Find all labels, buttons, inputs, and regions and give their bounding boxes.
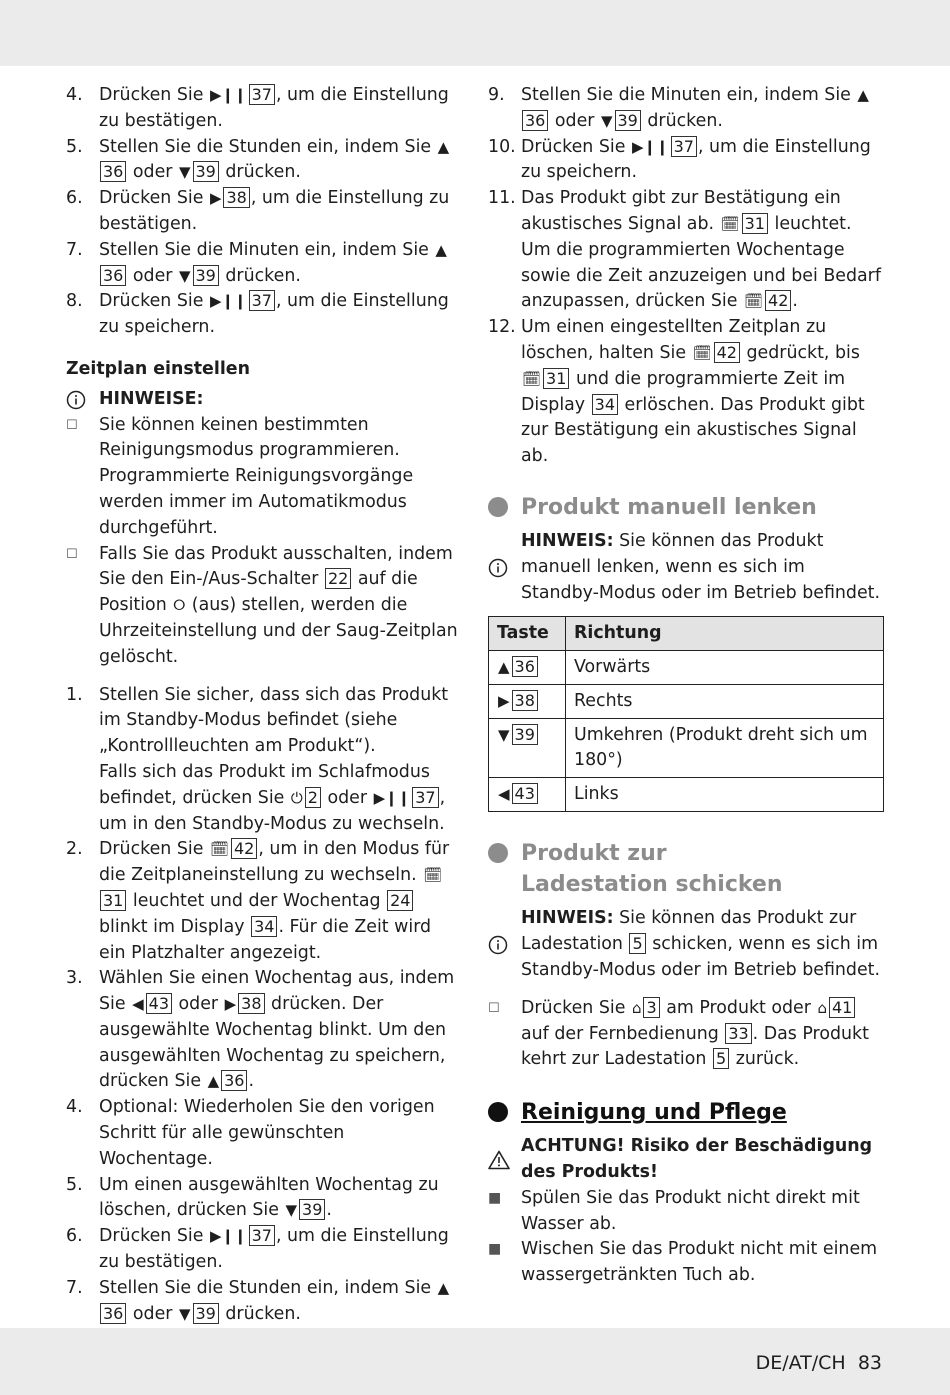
item-text: Drücken Sie 🗓 42 , um in den Modus für die Zeitplaneinstellung zu wechseln. 🗓31 leuchtet und der Wochentag 24 blinkt im Display 34 . Für die Zeit wird ein Platzhalter angezeigt. [99,839,450,963]
table-cell: Rechts [566,685,884,719]
item-text: Drücken Sie ▶❙❙ 37 , um die Einstellung zu speichern. [521,136,871,183]
item-text: Das Produkt gibt zur Bestätigung ein akustisches Signal ab. 🗓 31 leuchtet. Um die programmierten Wochentage sowie die Zeit anzuzeigen und bei Bedarf anzupassen, drücken Sie 🗓 42 . [521,186,884,315]
item-text: Spülen Sie das Produkt nicht direkt mit Wasser ab. [521,1187,860,1234]
checkbox-bullet-icon: ☐ [488,1000,500,1016]
ref-number: 39 [193,1303,219,1324]
section-title: Reinigung und Pflege [521,1100,787,1126]
note-text: HINWEIS: Sie können das Produkt zur Ladestation 5 schicken, wenn es sich im Standby-Modus oder im Betrieb befindet. [521,908,881,980]
right-arrow-icon: ▶ [209,189,222,208]
item-number: 8. [66,291,83,312]
table-header: Taste [489,617,566,651]
up-arrow-icon: ▲ [437,1278,450,1297]
list-item [66,1276,460,1328]
square-bullet-icon: ■ [488,1241,502,1258]
table-cell [489,719,566,778]
ref-number: 36 [100,265,126,286]
table-cell: Umkehren (Produkt dreht sich um 180°) [566,719,884,778]
item-number: 7. [66,1277,83,1298]
ref-number: 22 [325,568,351,589]
section-title: Produkt manuell lenken [521,494,817,520]
table-header-row [489,617,884,651]
ref-number: 36 [221,1070,247,1091]
table-cell: Links [566,778,884,812]
section-bullet-icon [488,497,508,517]
play-pause-icon: ▶❙❙ [373,788,411,807]
list-item [66,1224,460,1276]
schedule-icon: 🗓 [423,866,443,885]
left-arrow-icon: ◀ [132,995,144,1014]
notes-heading [66,387,460,413]
play-pause-icon: ▶❙❙ [209,1227,247,1246]
ref-number: 37 [249,1225,275,1246]
header-bar [0,0,950,66]
table-row [489,719,884,778]
item-text: Drücken Sie ▶❙❙ 37 , um die Einstellung zu bestätigen. [99,1226,449,1273]
ref-number: 36 [512,656,538,677]
item-number: 7. [66,239,83,260]
list-item [488,135,884,187]
ref-number: 5 [629,933,645,954]
item-text: Drücken Sie ▶ 38 , um die Einstellung zu bestätigen. [99,188,450,234]
item-number: 11. [488,188,516,209]
info-icon [488,529,521,606]
power-icon: ⏻ [290,788,303,807]
ref-number: 36 [100,161,126,182]
item-text: Stellen Sie die Stunden ein, indem Sie ▲36 oder ▼ 39 drücken. [99,1276,460,1328]
left-column [66,83,460,1379]
section-heading [488,838,884,900]
table-cell [489,778,566,812]
table-header: Richtung [566,617,884,651]
page-footer [756,1352,882,1374]
ref-number: 5 [713,1048,729,1069]
item-text: Wischen Sie das Produkt nicht mit einem wassergetränkten Tuch ab. [521,1239,878,1286]
ref-number: 43 [146,993,172,1014]
schedule-icon: 🗓 [720,214,740,233]
item-number: 4. [66,1097,83,1118]
up-arrow-icon: ▲ [207,1072,220,1091]
ref-number: 39 [299,1199,325,1220]
ref-number: 42 [714,342,740,363]
ref-number: 37 [249,84,275,105]
note-text: HINWEIS: Sie können das Produkt manuell lenken, wenn es sich im Standby-Modus oder im Betrieb befindet. [521,530,881,603]
section-heading [488,492,884,523]
ref-number: 36 [100,1303,126,1324]
item-text: Drücken Sie ▶❙❙ 37 , um die Einstellung zu bestätigen. [99,85,449,131]
section-bullet-icon [488,843,508,863]
home-signal-icon: ⌂ [817,998,827,1017]
schedule-icon: 🗓 [692,343,712,362]
schedule-icon: 🗓 [209,840,229,859]
warning-icon [488,1134,521,1186]
ref-number: 39 [193,265,219,286]
ref-number: 37 [671,136,697,157]
ref-number: 24 [387,890,413,911]
warning [488,1134,884,1186]
ref-number: 2 [305,787,321,808]
item-number: 9. [488,85,505,105]
list-item [488,83,884,135]
play-pause-icon: ▶❙❙ [209,86,247,104]
list-item [66,683,460,838]
schedule-icon: 🗓 [744,292,764,311]
list-item [66,837,460,966]
ref-number: 38 [238,993,264,1014]
ref-number: 42 [765,290,791,311]
section-heading [488,1097,884,1128]
section-title: Produkt zur Ladestation schicken [521,841,783,898]
note-text: Falls Sie das Produkt ausschalten, indem Sie den Ein-/Aus-Schalter 22 auf die Position ⭘ (aus) stellen, werden die Uhrzeiteinstellung und der Saug-Zeitplan gelöscht. [99,543,458,667]
item-text: Stellen Sie die Minuten ein, indem Sie ▲36 oder ▼ 39 drücken. [99,238,460,290]
ref-number: 38 [512,690,538,711]
item-text: Um einen eingestellten Zeitplan zu löschen, halten Sie 🗓 42 gedrückt, bis 🗓 31 und die programmierte Zeit im Display 34 erlöschen. Das Produkt gibt zur Bestätigung ein akustisches Signal ab. [521,317,865,467]
item-text: Optional: Wiederholen Sie den vorigen Schritt für alle gewünschten Wochentage. [99,1097,435,1169]
ref-number: 31 [100,890,126,911]
left-arrow-icon: ◀ [498,785,510,804]
table-cell: Vorwärts [566,651,884,685]
list-item [488,315,884,470]
item-text: Stellen Sie sicher, dass sich das Produkt im Standby-Modus befindet (siehe „Kontrollleuchten am Produkt“). Falls sich das Produkt im Schlafmodus befindet, drücken Sie ⏻ 2 oder ▶❙❙ 37 , um in den Standby-Modus zu wechseln. [99,684,449,834]
ref-number: 42 [231,838,257,859]
warning-text: ACHTUNG! Risiko der Beschädigung des Produkts! [521,1136,873,1182]
play-pause-icon: ▶❙❙ [631,137,669,156]
up-arrow-icon: ▲ [857,86,869,104]
table-row [489,685,884,719]
ref-number: 31 [742,213,768,234]
down-arrow-icon: ▼ [498,726,510,745]
item-number: 3. [66,968,83,989]
list-item [66,238,460,290]
ref-number: 39 [615,110,641,131]
info-icon [66,390,99,410]
note-item [66,413,460,542]
right-arrow-icon: ▶ [224,995,237,1014]
list-item [488,1237,884,1289]
section-bullet-icon [488,1102,508,1122]
ref-number: 43 [512,783,538,804]
note-item [66,542,460,671]
note-text: Sie können keinen bestimmten Reinigungsmodus programmieren. Programmierte Reinigungsvorgänge werden immer im Automatikmodus durchgeführt. [99,414,414,538]
ref-number: 31 [543,368,569,389]
list-item [66,83,460,135]
up-arrow-icon: ▲ [498,658,510,677]
item-number: 5. [66,136,83,157]
ref-number: 41 [829,997,855,1018]
off-circle-icon: ⭘ [173,596,186,615]
ref-number: 33 [725,1023,751,1044]
key-table [488,616,884,812]
item-number: 5. [66,1174,83,1195]
down-arrow-icon: ▼ [600,111,613,130]
note-item [488,996,884,1073]
item-number: 12. [488,317,516,338]
notes-label: HINWEISE: [99,388,204,409]
ref-number: 36 [522,110,548,131]
list-item [488,186,884,315]
item-text: Um einen ausgewählten Wochentag zu löschen, drücken Sie ▼ 39 . [99,1173,460,1225]
ref-number: 39 [193,161,219,182]
list-item [66,966,460,1095]
ref-number: 34 [592,394,618,415]
down-arrow-icon: ▼ [285,1201,298,1220]
item-number: 1. [66,684,83,705]
list-item [66,186,460,238]
down-arrow-icon: ▼ [178,163,191,182]
list-item [66,1173,460,1225]
footer-locale: DE/AT/CH [755,1352,846,1374]
ref-number: 39 [512,724,538,745]
ref-number: 3 [643,997,659,1018]
item-number: 10. [488,136,516,157]
ref-number: 37 [412,787,438,808]
list-item [66,1095,460,1172]
item-number: 2. [66,839,83,860]
checkbox-bullet-icon: ☐ [66,546,78,562]
note [488,906,884,983]
list-item [66,135,460,187]
item-text: Wählen Sie einen Wochentag aus, indem Sie ◀ 43 oder ▶ 38 drücken. Der ausgewählte Wochentag blinkt. Um den ausgewählten Wochentag zu speichern, drücken Sie ▲ 36 . [99,966,460,1095]
ref-number: 37 [249,290,275,311]
schedule-icon: 🗓 [522,369,542,388]
list-item [488,1186,884,1238]
item-text: Stellen Sie die Minuten ein, indem Sie ▲36 oder ▼ 39 drücken. [521,83,884,135]
table-row [489,778,884,812]
note [488,529,884,606]
ref-number: 38 [223,187,249,208]
down-arrow-icon: ▼ [178,266,191,285]
info-icon [488,906,521,983]
item-number: 4. [66,85,83,105]
item-text: Drücken Sie ▶❙❙ 37 , um die Einstellung zu speichern. [99,291,449,338]
play-pause-icon: ▶❙❙ [209,292,247,311]
down-arrow-icon: ▼ [178,1304,191,1323]
item-text: Drücken Sie ⌂ 3 am Produkt oder ⌂ 41 auf der Fernbedienung 33 . Das Produkt kehrt zur Ladestation 5 zurück. [521,997,869,1070]
item-number: 6. [66,1226,83,1247]
table-row [489,651,884,685]
item-text: Stellen Sie die Stunden ein, indem Sie ▲36 oder ▼ 39 drücken. [99,135,460,187]
table-cell [489,651,566,685]
subheading: Zeitplan einstellen [66,358,250,379]
right-arrow-icon: ▶ [498,692,510,711]
right-column [488,83,884,1289]
square-bullet-icon: ■ [488,1189,502,1206]
home-icon: ⌂ [631,998,642,1017]
up-arrow-icon: ▲ [437,137,450,156]
page-number: 83 [857,1352,882,1374]
list-item [66,289,460,341]
table-cell [489,685,566,719]
checkbox-bullet-icon: ☐ [66,417,78,433]
ref-number: 34 [251,916,277,937]
item-number: 6. [66,188,83,209]
up-arrow-icon: ▲ [435,240,447,259]
